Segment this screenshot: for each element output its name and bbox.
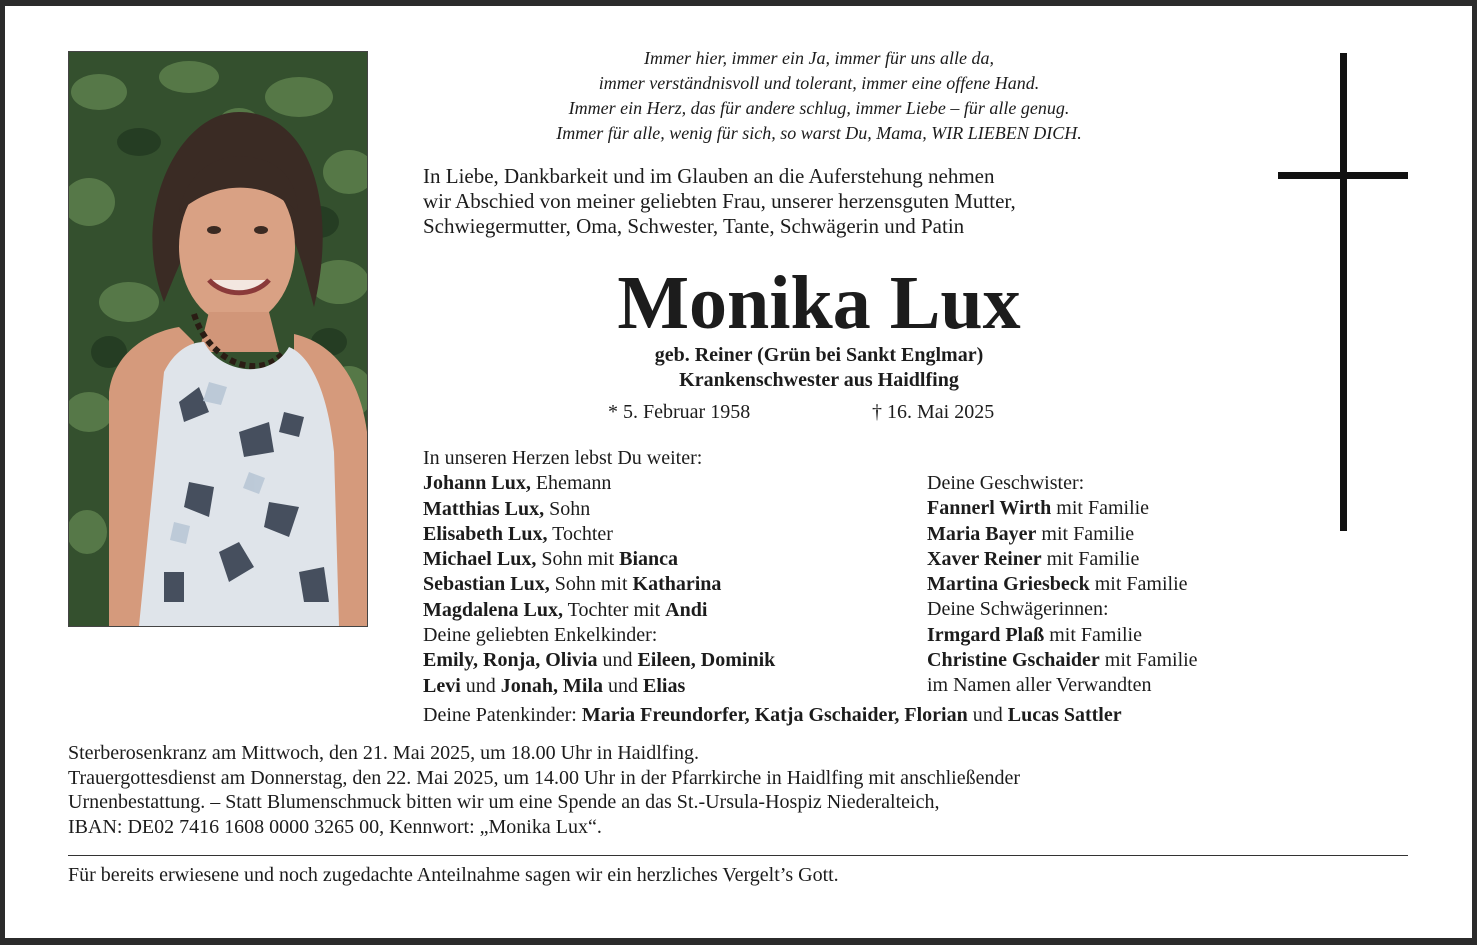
- divider: [68, 855, 1408, 856]
- intro-line: wir Abschied von meiner geliebten Frau, unserer herzensguten Mutter,: [423, 189, 1016, 213]
- sibling-entry: Xaver Reiner mit Familie: [927, 547, 1140, 570]
- relatives-closing: im Namen aller Verwandten: [927, 674, 1152, 697]
- godchildren-line: Deine Patenkinder: Maria Freundorfer, Katja Gschaider, Florian und Lucas Sattler: [423, 704, 1122, 726]
- deceased-name: Monika Lux: [617, 261, 1021, 345]
- intro-line: In Liebe, Dankbarkeit und im Glauben an die Auferstehung nehmen: [423, 164, 995, 188]
- mourners-right-column: [927, 471, 1427, 699]
- sibling-entry: Fannerl Wirth mit Familie: [927, 497, 1150, 520]
- mourner-entry: Johann Lux, Ehemann: [423, 472, 612, 495]
- siblings-heading: Deine Geschwister:: [927, 472, 1085, 494]
- birth-date: * 5. Februar 1958: [608, 401, 751, 423]
- poem-line: Immer hier, immer ein Ja, immer für uns alle da,: [644, 48, 994, 68]
- poem-line: Immer ein Herz, das für andere schlug, immer Liebe – für alle genug.: [568, 98, 1070, 118]
- death-date: † 16. Mai 2025: [872, 401, 995, 423]
- deceased-details: [365, 343, 1273, 393]
- service-line: Trauergottesdienst am Donnerstag, den 22. Mai 2025, um 14.00 Uhr in der Pfarrkirche in Haidlfing mit anschließender: [68, 766, 1021, 789]
- inlaws-heading: Deine Schwägerinnen:: [927, 598, 1109, 621]
- portrait-photo: [68, 51, 368, 627]
- occupation: Krankenschwester aus Haidlfing: [679, 369, 959, 391]
- mourner-entry: Michael Lux, Sohn mit Bianca: [423, 548, 679, 571]
- memorial-poem: [365, 46, 1273, 146]
- poem-line: immer verständnisvoll und tolerant, immer eine offene Hand.: [598, 73, 1040, 93]
- thanks-line: Für bereits erwiesene und noch zugedachte Anteilnahme sagen wir ein herzliches Vergelt’s Gott.: [68, 864, 839, 886]
- mourner-entry: Sebastian Lux, Sohn mit Katharina: [423, 573, 722, 596]
- sibling-entry: Martina Griesbeck mit Familie: [927, 573, 1188, 596]
- service-info: [68, 741, 1418, 839]
- poem-line: Immer für alle, wenig für sich, so warst Du, Mama, WIR LIEBEN DICH.: [556, 123, 1082, 143]
- sibling-entry: Maria Bayer mit Familie: [927, 522, 1135, 545]
- cross-icon-horizontal: [1278, 172, 1408, 179]
- intro-line: Schwiegermutter, Oma, Schwester, Tante, Schwägerin und Patin: [423, 214, 965, 238]
- grandchildren-line: Levi und Jonah, Mila und Elias: [423, 674, 686, 697]
- mourner-entry: Magdalena Lux, Tochter mit Andi: [423, 598, 708, 621]
- service-line: IBAN: DE02 7416 1608 0000 3265 00, Kennwort: „Monika Lux“.: [68, 815, 602, 838]
- inlaw-entry: Christine Gschaider mit Familie: [927, 649, 1198, 672]
- service-line: Sterberosenkranz am Mittwoch, den 21. Mai 2025, um 18.00 Uhr in Haidlfing.: [68, 742, 699, 764]
- mourner-entry: Elisabeth Lux, Tochter: [423, 522, 613, 545]
- mourners-left-column: [423, 446, 923, 699]
- obituary-page: [5, 6, 1472, 938]
- service-line: Urnenbestattung. – Statt Blumenschmuck bitten wir um eine Spende an das St.-Ursula-Hospiz Niederalteich,: [68, 791, 940, 813]
- grandchildren-line: Emily, Ronja, Olivia und Eileen, Dominik: [423, 649, 776, 672]
- mourners-heading: In unseren Herzen lebst Du weiter:: [423, 447, 703, 469]
- inlaw-entry: Irmgard Plaß mit Familie: [927, 623, 1142, 646]
- cross-icon-vertical: [1340, 53, 1347, 531]
- grandchildren-heading: Deine geliebten Enkelkinder:: [423, 624, 658, 647]
- mourner-entry: Matthias Lux, Sohn: [423, 497, 591, 520]
- farewell-intro: [423, 164, 1223, 239]
- maiden-name: geb. Reiner (Grün bei Sankt Englmar): [654, 344, 984, 366]
